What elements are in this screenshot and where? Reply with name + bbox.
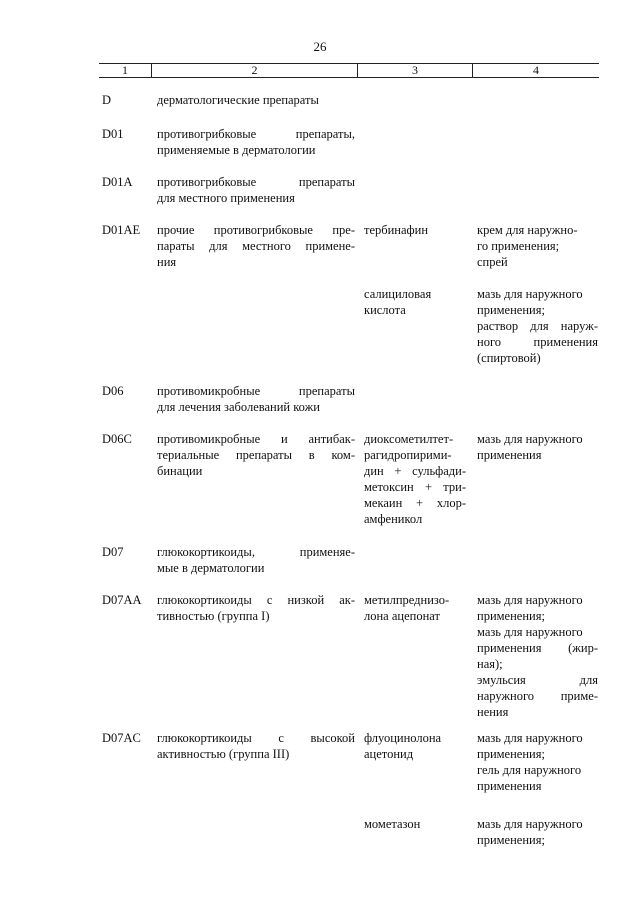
dosage-form-cell: [477, 431, 598, 463]
substance-name-cell: [364, 431, 466, 527]
dosage-form-line: применения (жир-: [477, 641, 598, 655]
group-name-cell: [157, 126, 355, 158]
substance-name-cell: [364, 592, 466, 624]
group-name-cell: [157, 592, 355, 624]
group-name-cell: [157, 222, 355, 270]
group-name-line: тивностью (группа I): [157, 609, 270, 623]
dosage-form-line: применения;: [477, 303, 545, 317]
atc-code-cell: [102, 730, 152, 746]
substance-name-line: дин + сульфади-: [364, 464, 466, 478]
dosage-form-line: нения: [477, 705, 509, 719]
dosage-form-cell: [477, 730, 598, 794]
substance-name-cell: [364, 222, 466, 238]
group-name-cell: [157, 174, 355, 206]
dosage-form-line: (спиртовой): [477, 351, 541, 365]
substance-name-line: тербинафин: [364, 223, 429, 237]
substance-name-line: кислота: [364, 303, 406, 317]
dosage-form-line: мазь для наружного: [477, 432, 583, 446]
atc-code: D01: [102, 127, 124, 141]
dosage-form-line: применения;: [477, 833, 545, 847]
header-col-3: 3: [357, 64, 472, 77]
group-name-line: противогрибковые препараты,: [157, 127, 355, 141]
atc-code-cell: [102, 222, 152, 238]
substance-name-line: мометазон: [364, 817, 421, 831]
substance-name-line: ацетонид: [364, 747, 414, 761]
substance-name-line: салициловая: [364, 287, 432, 301]
atc-code: D07AA: [102, 593, 142, 607]
dosage-form-line: применения: [477, 779, 542, 793]
atc-code-cell: [102, 431, 152, 447]
group-name-line: для лечения заболеваний кожи: [157, 400, 320, 414]
dosage-form-line: спрей: [477, 255, 508, 269]
dosage-form-cell: [477, 816, 598, 848]
dosage-form-line: мазь для наружного: [477, 817, 583, 831]
group-name-line: для местного применения: [157, 191, 295, 205]
header-col-2: 2: [151, 64, 357, 77]
header-col-1: 1: [122, 63, 128, 77]
atc-code: D06: [102, 384, 124, 398]
dosage-form-line: раствор для наруж-: [477, 319, 598, 333]
atc-code-cell: [102, 92, 152, 108]
dosage-form-line: применения;: [477, 747, 545, 761]
group-name-cell: [157, 544, 355, 576]
group-name-line: ния: [157, 255, 177, 269]
dosage-form-line: го применения;: [477, 239, 560, 253]
atc-code: D07: [102, 545, 124, 559]
header-col-4: 4: [472, 64, 599, 77]
group-name-line: противогрибковые препараты: [157, 175, 355, 189]
group-name-line: применяемые в дерматологии: [157, 143, 316, 157]
substance-name-cell: [364, 286, 466, 318]
atc-code: D06C: [102, 432, 132, 446]
dosage-form-line: мазь для наружного: [477, 625, 583, 639]
group-name-cell: [157, 730, 355, 762]
substance-name-line: мекаин + хлор-: [364, 496, 466, 510]
dosage-form-line: эмульсия для: [477, 673, 598, 687]
atc-code-cell: [102, 126, 152, 142]
substance-name-line: диоксометилтет-: [364, 432, 454, 446]
group-name-line: глюкокортикоиды с низкой ак-: [157, 593, 355, 607]
dosage-form-cell: [477, 286, 598, 366]
dosage-form-line: ная);: [477, 657, 503, 671]
substance-name-line: амфеникол: [364, 512, 423, 526]
dosage-form-line: крем для наружно-: [477, 223, 578, 237]
dosage-form-line: мазь для наружного: [477, 593, 583, 607]
atc-code-cell: [102, 174, 152, 190]
dosage-form-cell: [477, 222, 598, 270]
atc-code: D01AE: [102, 223, 141, 237]
dosage-form-line: наружного приме-: [477, 689, 598, 703]
substance-name-cell: [364, 730, 466, 762]
atc-code: D07AC: [102, 731, 141, 745]
table-header: [99, 63, 599, 78]
dosage-form-line: применения: [477, 448, 542, 462]
substance-name-line: флуоцинолона: [364, 731, 442, 745]
group-name-line: прочие противогрибковые пре-: [157, 223, 355, 237]
group-name-line: глюкокортикоиды с высокой: [157, 731, 355, 745]
group-name-line: териальные препараты в ком-: [157, 448, 355, 462]
dosage-form-line: применения;: [477, 609, 545, 623]
substance-name-line: рагидропирими-: [364, 448, 452, 462]
group-name-line: бинации: [157, 464, 203, 478]
group-name-cell: [157, 383, 355, 415]
dosage-form-line: ного применения: [477, 335, 598, 349]
dosage-form-line: гель для наружного: [477, 763, 582, 777]
substance-name-line: лона ацепонат: [364, 609, 440, 623]
group-name-line: мые в дерматологии: [157, 561, 265, 575]
group-name-line: противомикробные и антибак-: [157, 432, 355, 446]
atc-code-cell: [102, 592, 152, 608]
substance-name-line: метилпреднизо-: [364, 593, 450, 607]
atc-code: D: [102, 93, 112, 107]
group-name-cell: [157, 92, 355, 108]
drug-table: [99, 63, 599, 847]
atc-code-cell: [102, 383, 152, 399]
group-name-line: параты для местного примене-: [157, 239, 355, 253]
page-number: 26: [313, 39, 327, 54]
atc-code-cell: [102, 544, 152, 560]
substance-name-line: метоксин + три-: [364, 480, 466, 494]
dosage-form-cell: [477, 592, 598, 720]
group-name-line: глюкокортикоиды, применяе-: [157, 545, 355, 559]
group-name-line: дерматологические препараты: [157, 93, 319, 107]
dosage-form-line: мазь для наружного: [477, 731, 583, 745]
group-name-line: активностью (группа III): [157, 747, 290, 761]
group-name-line: противомикробные препараты: [157, 384, 355, 398]
group-name-cell: [157, 431, 355, 479]
dosage-form-line: мазь для наружного: [477, 287, 583, 301]
substance-name-cell: [364, 816, 466, 832]
atc-code: D01A: [102, 175, 133, 189]
